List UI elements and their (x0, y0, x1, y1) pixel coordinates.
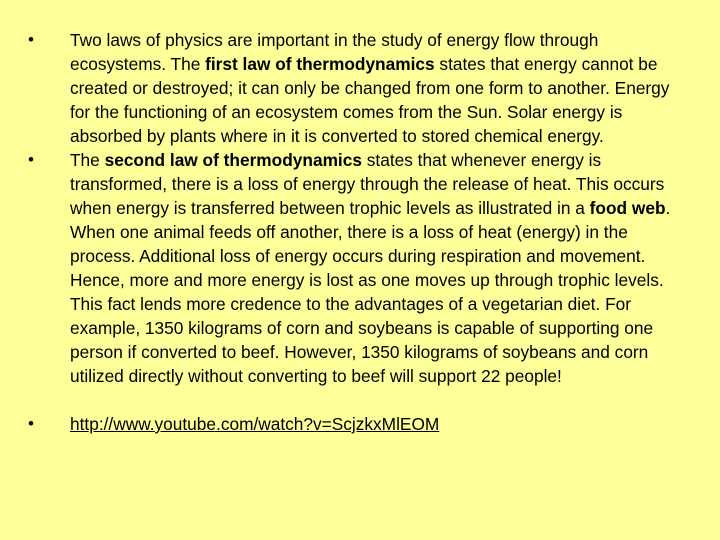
text-span: The (70, 150, 105, 170)
bullet-dot-icon: • (28, 150, 34, 169)
youtube-link[interactable]: http://www.youtube.com/watch?v=ScjzkxMlEOM (70, 414, 440, 434)
term-food-web: food web (589, 198, 666, 218)
bullet-link (28, 412, 688, 436)
bullet-list (28, 28, 688, 436)
bullet-dot-icon: • (28, 30, 34, 49)
bullet-first-law (28, 28, 688, 148)
term-first-law: first law of thermodynamics (205, 54, 435, 74)
term-second-law: second law of thermodynamics (104, 150, 362, 170)
bullet-second-law (28, 148, 688, 388)
bullet-dot-icon: • (28, 414, 34, 433)
text-span: states that whenever energy is transformed, there is a loss of energy through the release of heat. This occurs when energy is transferred between trophic levels as illustrated in a (70, 150, 665, 218)
text-span: . When one animal feeds off another, there is a loss of heat (energy) in the process. Additional loss of energy occurs during respiration and movement. Hence, more and more energy is lost as one moves up through trophic levels. This fact lends more credence to the advantages of a vegetarian diet. For example, 1350 kilograms of corn and soybeans is capable of supporting one person if converted to beef. However, 1350 kilograms of soybeans and corn utilized directly without converting to beef will support 22 people! (70, 198, 671, 386)
text-span: Two laws of physics are important in the study of energy flow through ecosystems. The (70, 30, 599, 74)
text-span: states that energy cannot be created or destroyed; it can only be changed from one form to another. Energy for the functioning of an ecosystem comes from the Sun. Solar energy is absorbed by plants where in it is converted to stored chemical energy. (70, 54, 670, 146)
bullet-text (70, 150, 670, 386)
bullet-text (70, 30, 669, 146)
